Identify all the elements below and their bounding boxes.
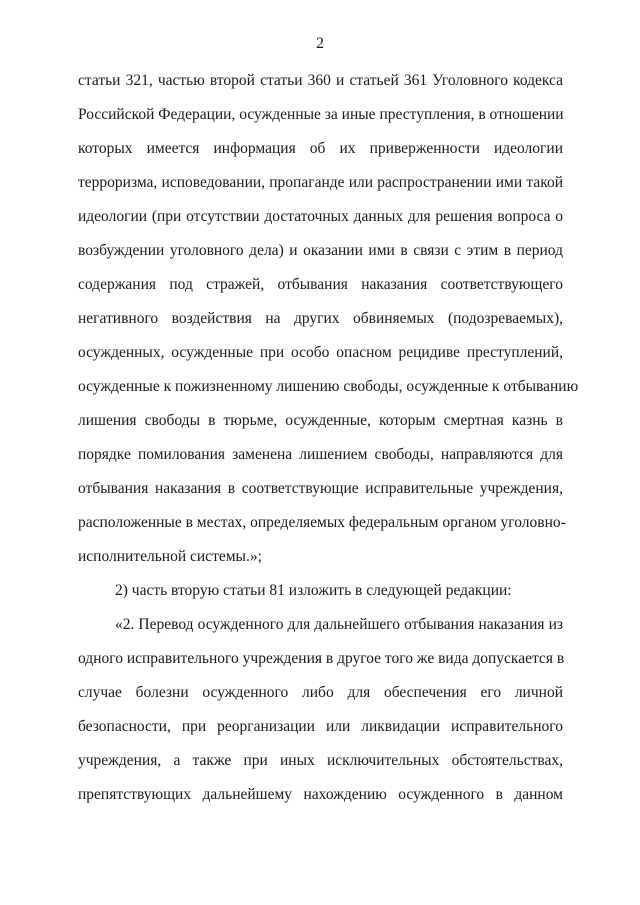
text-line: препятствующих дальнейшему нахождению осужденного в данном	[78, 786, 563, 803]
text-line: отбывания наказания в соответствующие исправительные учреждения,	[78, 480, 563, 497]
text-line: содержания под стражей, отбывания наказания соответствующего	[78, 276, 563, 293]
text-line: идеологии (при отсутствии достаточных данных для решения вопроса о	[78, 208, 563, 225]
text-line: исполнительной системы.»;	[78, 548, 262, 565]
text-line: негативного воздействия на других обвиняемых (подозреваемых),	[78, 310, 563, 327]
text-line: случае болезни осужденного либо для обеспечения его личной	[78, 684, 563, 701]
text-line: Российской Федерации, осужденные за иные преступления, в отношении	[78, 106, 564, 123]
text-line: осужденных, осужденные при особо опасном рецидиве преступлений,	[78, 344, 563, 361]
text-line: расположенные в местах, определяемых федеральным органом уголовно-	[78, 514, 566, 531]
text-line: лишения свободы в тюрьме, осужденные, которым смертная казнь в	[78, 412, 563, 429]
text-line: 2) часть вторую статьи 81 изложить в следующей редакции:	[115, 582, 512, 599]
document-body	[78, 64, 579, 812]
text-line: которых имеется информация об их приверженности идеологии	[78, 140, 563, 157]
text-line: порядке помилования заменена лишением свободы, направляются для	[78, 446, 563, 463]
text-line: возбуждении уголовного дела) и оказании ими в связи с этим в период	[78, 242, 563, 259]
text-line: безопасности, при реорганизации или ликвидации исправительного	[78, 718, 563, 735]
text-line: терроризма, исповедовании, пропаганде или распространении ими такой	[78, 174, 563, 191]
text-line: осужденные к пожизненному лишению свободы, осужденные к отбыванию	[78, 378, 579, 395]
text-line: статьи 321, частью второй статьи 360 и статьей 361 Уголовного кодекса	[78, 72, 563, 89]
page-number: 2	[316, 35, 324, 52]
text-line: учреждения, а также при иных исключительных обстоятельствах,	[78, 752, 563, 769]
text-line: «2. Перевод осужденного для дальнейшего отбывания наказания из	[115, 616, 563, 633]
text-line: одного исправительного учреждения в другое того же вида допускается в	[78, 650, 565, 667]
